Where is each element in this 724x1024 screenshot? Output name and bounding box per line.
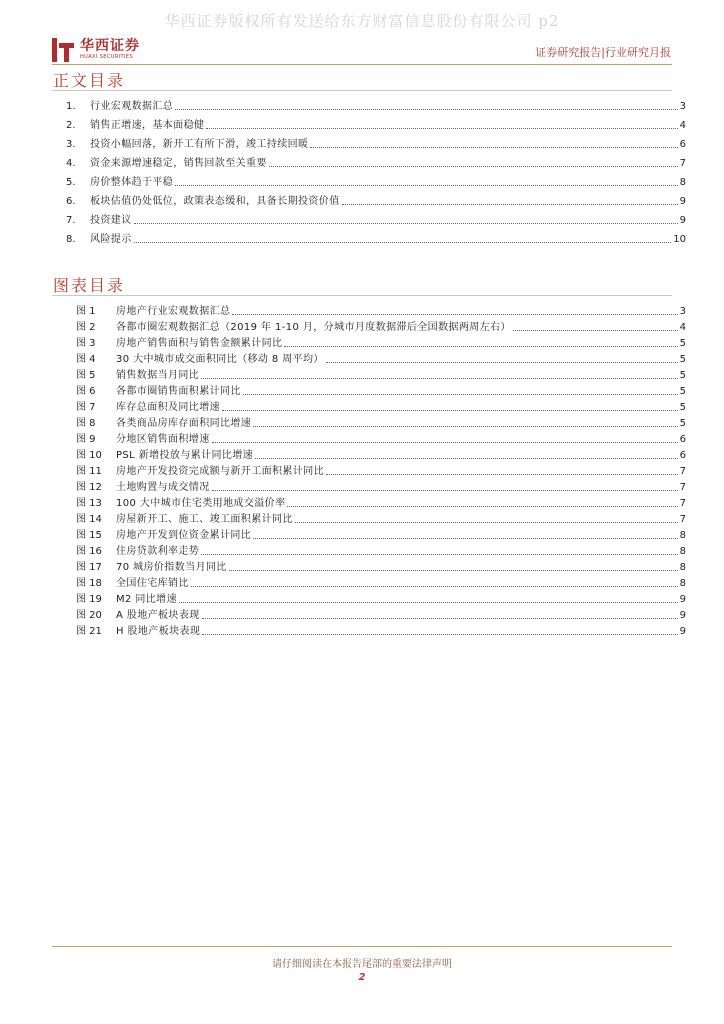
figure-item-number: 图 9	[76, 434, 96, 445]
toc-item-label: 行业宏观数据汇总	[90, 101, 174, 112]
toc-item-page: 9	[679, 215, 686, 226]
toc-item-page: 3	[679, 101, 686, 112]
legal-notice: 请仔细阅读在本报告尾部的重要法律声明	[272, 959, 452, 970]
figure-item-page: 9	[679, 594, 686, 605]
dot-leader	[202, 617, 678, 619]
figure-item-label: 各类商品房库存面积同比增速	[116, 418, 252, 429]
figures-title-divider	[52, 295, 672, 296]
dot-leader	[175, 108, 677, 110]
figure-item-label: 各都市圈销售面积累计同比	[116, 386, 241, 397]
figure-item-label: 各都市圈宏观数据汇总（2019 年 1-10 月，分城市月度数据滞后全国数据两周左右）	[116, 322, 511, 333]
dot-leader	[134, 222, 678, 224]
toc-item-label: 投资小幅回落，新开工有所下滑，竣工持续回暖	[90, 139, 309, 150]
figure-item-number: 图 7	[76, 402, 96, 413]
figure-item-number: 图 18	[76, 578, 102, 589]
figure-item-page: 7	[679, 498, 686, 509]
figure-item-number: 图 2	[76, 322, 96, 333]
figure-item-number: 图 10	[76, 450, 102, 461]
figure-item-label: 分地区销售面积增速	[116, 434, 210, 445]
toc-item-label: 投资建议	[90, 215, 132, 226]
figure-item-label: A 股地产板块表现	[116, 610, 200, 621]
dot-leader	[287, 505, 677, 507]
figure-item-number: 图 11	[76, 466, 102, 477]
company-logo	[52, 38, 140, 62]
toc-item-label: 风险提示	[90, 234, 132, 245]
dot-leader	[201, 553, 677, 555]
figure-item[interactable]	[76, 605, 686, 622]
toc-item-page: 10	[673, 234, 686, 245]
toc-item[interactable]	[66, 115, 686, 132]
toc-item[interactable]	[66, 172, 686, 189]
figure-item-page: 6	[679, 450, 686, 461]
figure-item-page: 9	[679, 610, 686, 621]
toc-item-number: 2.	[66, 120, 76, 131]
figures-title: 图表目录	[53, 276, 126, 295]
toc-item-number: 4.	[66, 158, 76, 169]
toc-title: 正文目录	[53, 71, 126, 90]
figure-item-number: 图 1	[76, 306, 96, 317]
figure-item-page: 9	[679, 626, 686, 637]
dot-leader	[310, 146, 677, 148]
dot-leader	[222, 409, 678, 411]
figure-item-label: 房地产行业宏观数据汇总	[116, 306, 231, 317]
dot-leader	[269, 165, 678, 167]
figure-item[interactable]	[76, 461, 686, 478]
figure-item[interactable]	[76, 397, 686, 414]
figure-item-page: 4	[679, 322, 686, 333]
figure-item[interactable]	[76, 621, 686, 638]
toc-item-label: 板块估值仍处低位，政策表态缓和，具备长期投资价值	[90, 196, 340, 207]
report-type-label: 证券研究报告|行业研究月报	[535, 46, 671, 59]
dot-leader	[513, 329, 678, 331]
page-number: 2	[358, 972, 366, 983]
figure-item-number: 图 6	[76, 386, 96, 397]
figure-item-label: 房屋新开工、施工、竣工面积累计同比	[116, 514, 293, 525]
figure-item-label: H 股地产板块表现	[116, 626, 201, 637]
figure-item[interactable]	[76, 493, 686, 510]
toc-item[interactable]	[66, 191, 686, 208]
dot-leader	[255, 457, 677, 459]
figure-item-number: 图 14	[76, 514, 102, 525]
figure-item-number: 图 15	[76, 530, 102, 541]
figure-item-label: 土地购置与成交情况	[116, 482, 210, 493]
figure-item-page: 3	[679, 306, 686, 317]
toc-item-page: 9	[679, 196, 686, 207]
toc-item[interactable]	[66, 229, 686, 246]
toc-item-number: 1.	[66, 101, 76, 112]
figure-item-page: 6	[679, 434, 686, 445]
dot-leader	[134, 241, 672, 243]
dot-leader	[206, 127, 677, 129]
figure-item-label: 销售数据当月同比	[116, 370, 200, 381]
figure-item-page: 7	[679, 482, 686, 493]
figure-item[interactable]	[76, 413, 686, 430]
figure-item[interactable]	[76, 589, 686, 606]
figure-item[interactable]	[76, 333, 686, 350]
dot-leader	[284, 345, 677, 347]
logo-name-en: HUAXI SECURITIES	[80, 54, 134, 60]
figure-item[interactable]	[76, 301, 686, 318]
dot-leader	[326, 361, 678, 363]
figure-item-number: 图 19	[76, 594, 102, 605]
figure-item-page: 8	[679, 546, 686, 557]
dot-leader	[253, 537, 677, 539]
figure-item-number: 图 8	[76, 418, 96, 429]
toc-title-divider	[52, 90, 672, 91]
toc-item[interactable]	[66, 134, 686, 151]
toc-item-page: 6	[679, 139, 686, 150]
dot-leader	[179, 601, 678, 603]
figure-item-label: 全国住宅库销比	[116, 578, 189, 589]
toc-item-number: 8.	[66, 234, 76, 245]
figure-item-number: 图 4	[76, 354, 96, 365]
figure-item-page: 5	[679, 370, 686, 381]
figure-item[interactable]	[76, 525, 686, 542]
figure-item-label: PSL 新增投放与累计同比增速	[116, 450, 254, 461]
figure-item-number: 图 20	[76, 610, 102, 621]
figure-item-label: 70 城房价指数当月同比	[116, 562, 227, 573]
figure-item-number: 图 13	[76, 498, 102, 509]
figure-item-number: 图 16	[76, 546, 102, 557]
dot-leader	[229, 569, 678, 571]
figure-item-number: 图 5	[76, 370, 96, 381]
toc-item[interactable]	[66, 96, 686, 113]
figure-item-page: 8	[679, 530, 686, 541]
figure-item-label: 房地产开发投资完成额与新开工面积累计同比	[116, 466, 324, 477]
figure-item[interactable]	[76, 429, 686, 446]
huaxi-logo-icon	[52, 38, 74, 62]
dot-leader	[326, 473, 678, 475]
figure-item[interactable]	[76, 365, 686, 382]
figure-item-label: 库存总面积及同比增速	[116, 402, 220, 413]
dot-leader	[243, 393, 678, 395]
dot-leader	[212, 441, 678, 443]
dot-leader	[295, 521, 678, 523]
figure-item-number: 图 12	[76, 482, 102, 493]
toc-item-page: 4	[679, 120, 686, 131]
dot-leader	[212, 489, 678, 491]
dot-leader	[175, 184, 677, 186]
figure-item-label: 房地产销售面积与销售金额累计同比	[116, 338, 283, 349]
toc-item-number: 5.	[66, 177, 76, 188]
toc-item[interactable]	[66, 210, 686, 227]
figure-item-page: 8	[679, 578, 686, 589]
figure-item-page: 5	[679, 402, 686, 413]
toc-item-page: 8	[679, 177, 686, 188]
figure-item[interactable]	[76, 557, 686, 574]
toc-item-page: 7	[679, 158, 686, 169]
figure-item-label: 住房贷款利率走势	[116, 546, 200, 557]
figure-item[interactable]	[76, 477, 686, 494]
figure-item-label: 30 大中城市成交面积同比（移动 8 周平均）	[116, 354, 324, 365]
figure-item[interactable]	[76, 381, 686, 398]
dot-leader	[253, 425, 677, 427]
footer-divider	[52, 946, 672, 947]
figure-item-number: 图 3	[76, 338, 96, 349]
dot-leader	[202, 633, 677, 635]
figure-item[interactable]	[76, 541, 686, 558]
logo-name-cn: 华西证券	[80, 38, 140, 54]
toc-item-number: 7.	[66, 215, 76, 226]
toc-item-label: 房价整体趋于平稳	[90, 177, 174, 188]
toc-item-label: 销售正增速，基本面稳健	[90, 120, 205, 131]
figure-item-page: 5	[679, 338, 686, 349]
toc-item-number: 3.	[66, 139, 76, 150]
dot-leader	[191, 585, 678, 587]
figure-item-number: 图 17	[76, 562, 102, 573]
figure-item-page: 5	[679, 418, 686, 429]
figure-item-label: 房地产开发到位资金累计同比	[116, 530, 252, 541]
figure-item-label: M2 同比增速	[116, 594, 177, 605]
toc-item[interactable]	[66, 153, 686, 170]
figure-item-label: 100 大中城市住宅类用地成交溢价率	[116, 498, 286, 509]
dot-leader	[232, 313, 677, 315]
figure-item-number: 图 21	[76, 626, 102, 637]
figure-item[interactable]	[76, 573, 686, 590]
toc-item-number: 6.	[66, 196, 76, 207]
figure-item[interactable]	[76, 317, 686, 334]
figure-item-page: 7	[679, 514, 686, 525]
figure-item-page: 8	[679, 562, 686, 573]
figure-item[interactable]	[76, 445, 686, 462]
header-divider	[52, 64, 672, 65]
toc-item-label: 资金来源增速稳定，销售回款至关重要	[90, 158, 267, 169]
watermark-text: 华西证券版权所有发送给东方财富信息股份有限公司 p2	[164, 12, 560, 30]
figure-item-page: 5	[679, 354, 686, 365]
figure-item[interactable]	[76, 509, 686, 526]
figure-item-page: 5	[679, 386, 686, 397]
dot-leader	[342, 203, 678, 205]
figure-item-page: 7	[679, 466, 686, 477]
dot-leader	[201, 377, 677, 379]
figure-item[interactable]	[76, 349, 686, 366]
